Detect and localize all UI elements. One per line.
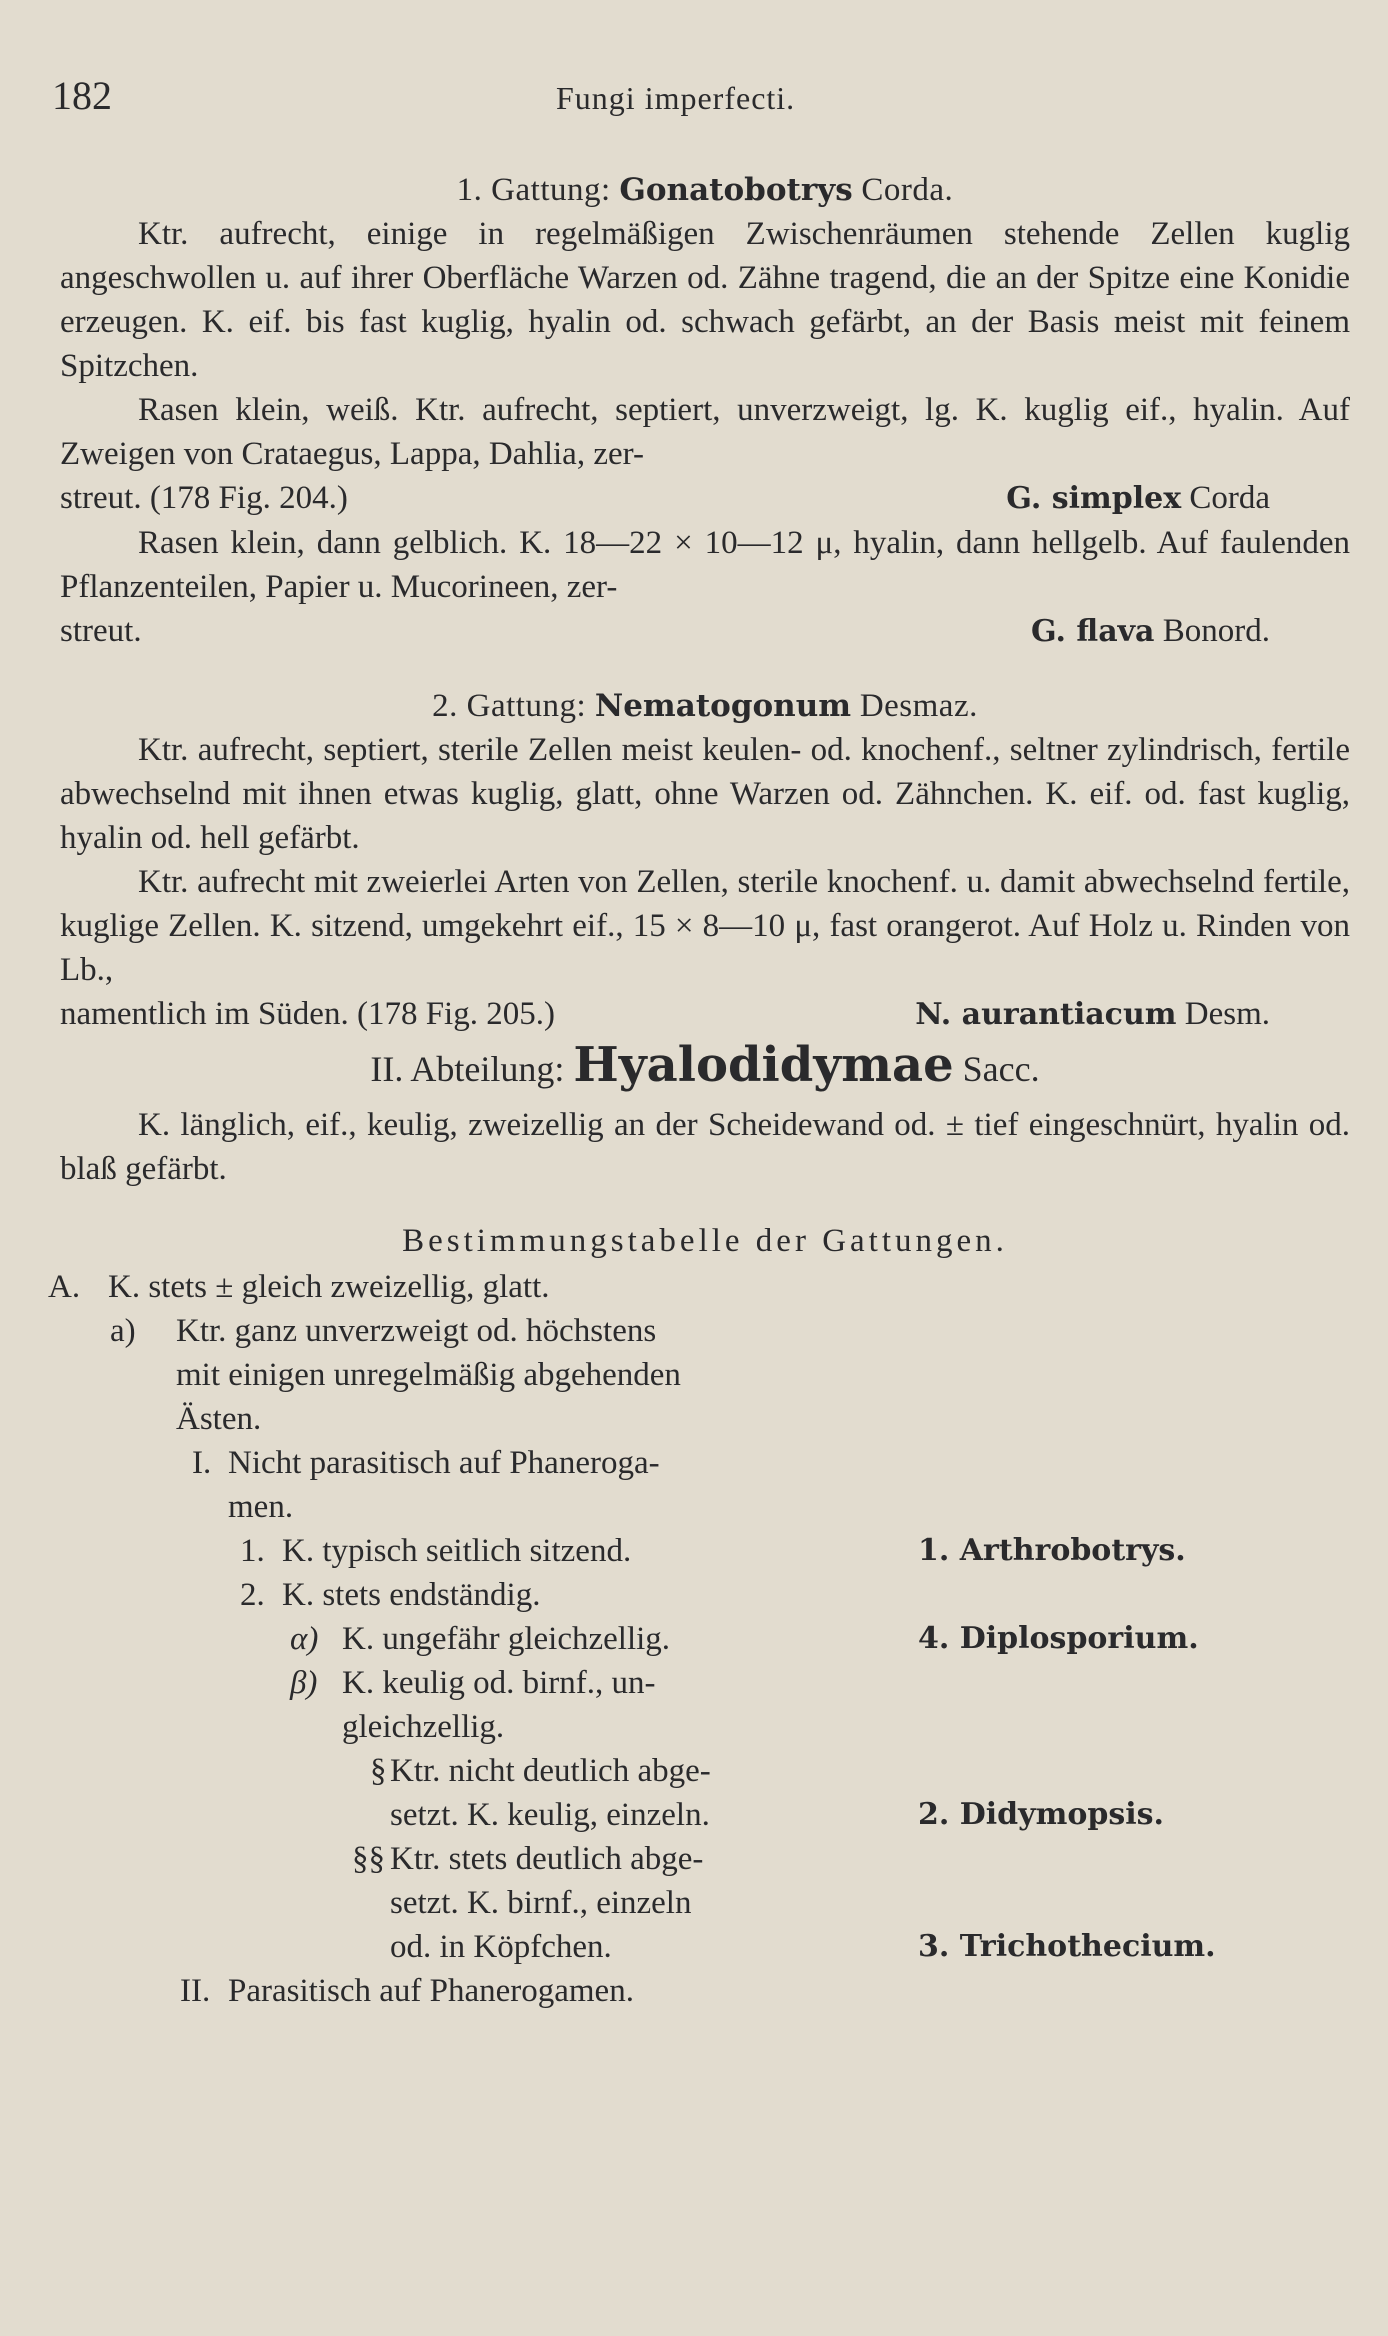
key-row: II. Parasitisch auf Phanerogamen. xyxy=(180,1973,634,2009)
genus-description: Ktr. aufrecht, einige in regelmäßigen Zwischenräumen stehende Zellen kuglig angeschwollen u. auf ihrer Oberfläche Warzen od. Zähne tragend, die an der Spitze eine Konidie erzeugen. K. eif. bis fast kuglig, hyalin od. schwach gefärbt, an der Basis meist mit feinem Spitzchen. xyxy=(60,216,1350,384)
key-row: setzt. K. keulig, einzeln. 2. Didymopsis. xyxy=(390,1797,1164,1833)
species-name: G. flava Bonord. xyxy=(1030,613,1270,649)
key-row: I. Nicht parasitisch auf Phaneroga- xyxy=(192,1445,660,1481)
key-title: Bestimmungstabelle der Gattungen. xyxy=(402,1223,1008,1259)
species-entry: streut. (178 Fig. 204.) G. simplex Corda xyxy=(60,476,1350,521)
key-row: od. in Köpfchen. 3. Trichothecium. xyxy=(390,1929,1216,1965)
key-row: § Ktr. nicht deutlich abge- xyxy=(370,1753,711,1789)
species-description: Rasen klein, weiß. Ktr. aufrecht, septiert, unverzweigt, lg. K. kuglig eif., hyalin. Auf Zweigen von Crataegus, Lappa, Dahlia, zer- xyxy=(60,392,1350,472)
key-row: β) K. keulig od. birnf., un- xyxy=(290,1665,656,1701)
key-row: α) K. ungefähr gleichzellig. 4. Diplosporium. xyxy=(290,1621,1199,1657)
key-row: Ästen. xyxy=(176,1401,262,1437)
species-entry: streut. G. flava Bonord. xyxy=(60,609,1350,654)
key-row: setzt. K. birnf., einzeln xyxy=(390,1885,692,1921)
key-row: a) Ktr. ganz unverzweigt od. höchstens xyxy=(110,1313,657,1349)
key-row: mit einigen unregelmäßig abgehenden xyxy=(176,1357,681,1393)
key-row: A. K. stets ± gleich zweizellig, glatt. xyxy=(48,1269,550,1305)
page-number: 182 xyxy=(52,73,112,118)
species-entry: namentlich im Süden. (178 Fig. 205.) N. aurantiacum Desm. xyxy=(60,992,1350,1037)
section-heading: II. Abteilung: Hyalodidymae Sacc. xyxy=(370,1037,1040,1093)
key-row: gleichzellig. xyxy=(342,1709,505,1745)
species-name: G. simplex Corda xyxy=(1006,480,1270,516)
page-header xyxy=(52,72,1352,122)
key-row: 1. K. typisch seitlich sitzend. 1. Arthrobotrys. xyxy=(240,1533,1186,1569)
key-row: §§ Ktr. stets deutlich abge- xyxy=(352,1841,704,1877)
species-description: Ktr. aufrecht mit zweierlei Arten von Zellen, sterile knochenf. u. damit abwechselnd fertile, kuglige Zellen. K. sitzend, umgekehrt eif., 15 × 8—10 μ, fast orangerot. Auf Holz u. Rinden von Lb., xyxy=(60,864,1350,988)
section-name: Hyalodidymae xyxy=(573,1037,954,1093)
section-description: K. länglich, eif., keulig, zweizellig an der Scheidewand od. ± tief eingeschnürt, hyalin od. blaß gefärbt. xyxy=(60,1107,1350,1187)
key-row: 2. K. stets endständig. xyxy=(240,1577,541,1613)
genus-name: Gonatobotrys xyxy=(619,172,853,208)
running-title: Fungi imperfecti. xyxy=(556,80,796,116)
identification-key xyxy=(48,1265,1350,2013)
species-name: N. aurantiacum Desm. xyxy=(915,996,1270,1032)
genus-heading-gonatobotrys: 1. Gattung: Gonatobotrys Corda. xyxy=(456,172,954,208)
genus-description: Ktr. aufrecht, septiert, sterile Zellen meist keulen- od. knochenf., seltner zylindrisch, fertile abwechselnd mit ihnen etwas kuglig, glatt, ohne Warzen od. Zähnchen. K. eif. od. fast kuglig, hyalin od. hell gefärbt. xyxy=(60,732,1350,856)
page-body xyxy=(48,168,1350,2013)
key-row: men. xyxy=(228,1489,294,1525)
genus-heading-nematogonum: 2. Gattung: Nematogonum Desmaz. xyxy=(432,688,978,724)
genus-name: Nematogonum xyxy=(594,688,852,724)
species-description: Rasen klein, dann gelblich. K. 18—22 × 10—12 μ, hyalin, dann hellgelb. Auf faulenden Pflanzenteilen, Papier u. Mucorineen, zer- xyxy=(60,525,1350,605)
